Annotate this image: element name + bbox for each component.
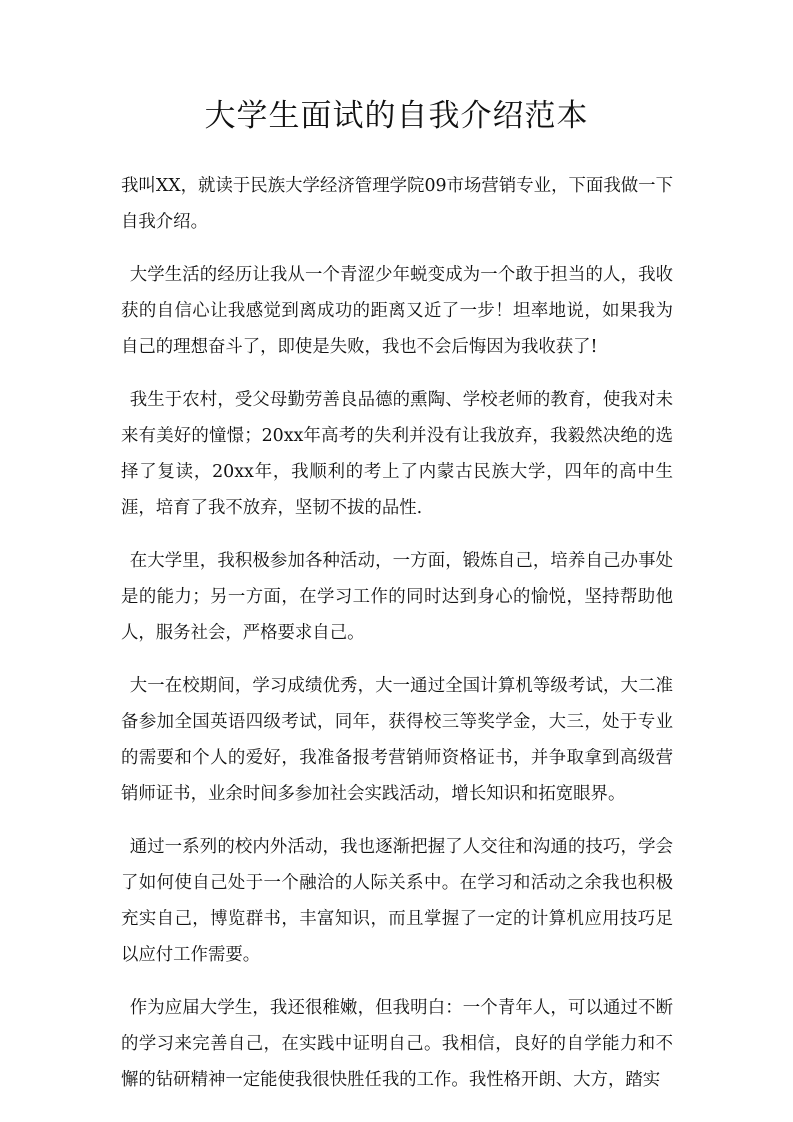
paragraph-activities: 在大学里，我积极参加各种活动，一方面，锻炼自己，培养自己办事处是的能力；另一方面，在学习工作的同时达到身心的愉悦，坚持帮助他人，服务社会，严格要求自己。 [121, 551, 673, 643]
paragraph-background: 我生于农村，受父母勤劳善良品德的熏陶、学校老师的教育，使我对未来有美好的憧憬；20xx年高考的失利并没有让我放弃，我毅然决绝的选择了复读，20xx年，我顺利的考上了内蒙古民族大学，四年的高中生涯，培育了我不放弃，坚韧不拔的品性. [121, 390, 673, 518]
paragraph-intro: 我叫XX，就读于民族大学经济管理学院09市场营销专业，下面我做一下自我介绍。 [121, 176, 673, 232]
paragraph-university-life: 大学生活的经历让我从一个青涩少年蜕变成为一个敢于担当的人，我收获的自信心让我感觉到离成功的距离又近了一步！坦率地说，如果我为自己的理想奋斗了，即使是失败，我也不会后悔因为我收获了! [121, 265, 673, 357]
document-body [121, 168, 673, 1115]
paragraph-self-improvement: 作为应届大学生，我还很稚嫩，但我明白：一个青年人，可以通过不断的学习来完善自己，在实践中证明自己。我相信，良好的自学能力和不懈的钻研精神一定能使我很快胜任我的工作。我性格开朗、大方，踏实 [121, 998, 673, 1090]
paragraph-communication: 通过一系列的校内外活动，我也逐渐把握了人交往和沟通的技巧，学会了如何使自己处于一个融洽的人际关系中。在学习和活动之余我也积极充实自己，博览群书，丰富知识，而且掌握了一定的计算机应用技巧足以应付工作需要。 [121, 837, 673, 965]
paragraph-academics: 大一在校期间，学习成绩优秀，大一通过全国计算机等级考试，大二准备参加全国英语四级考试，同年，获得校三等奖学金，大三，处于专业的需要和个人的爱好，我准备报考营销师资格证书，并争取拿到高级营销师证书，业余时间多参加社会实践活动，增长知识和拓宽眼界。 [121, 676, 673, 804]
document-title: 大学生面试的自我介绍范本 [204, 98, 589, 134]
